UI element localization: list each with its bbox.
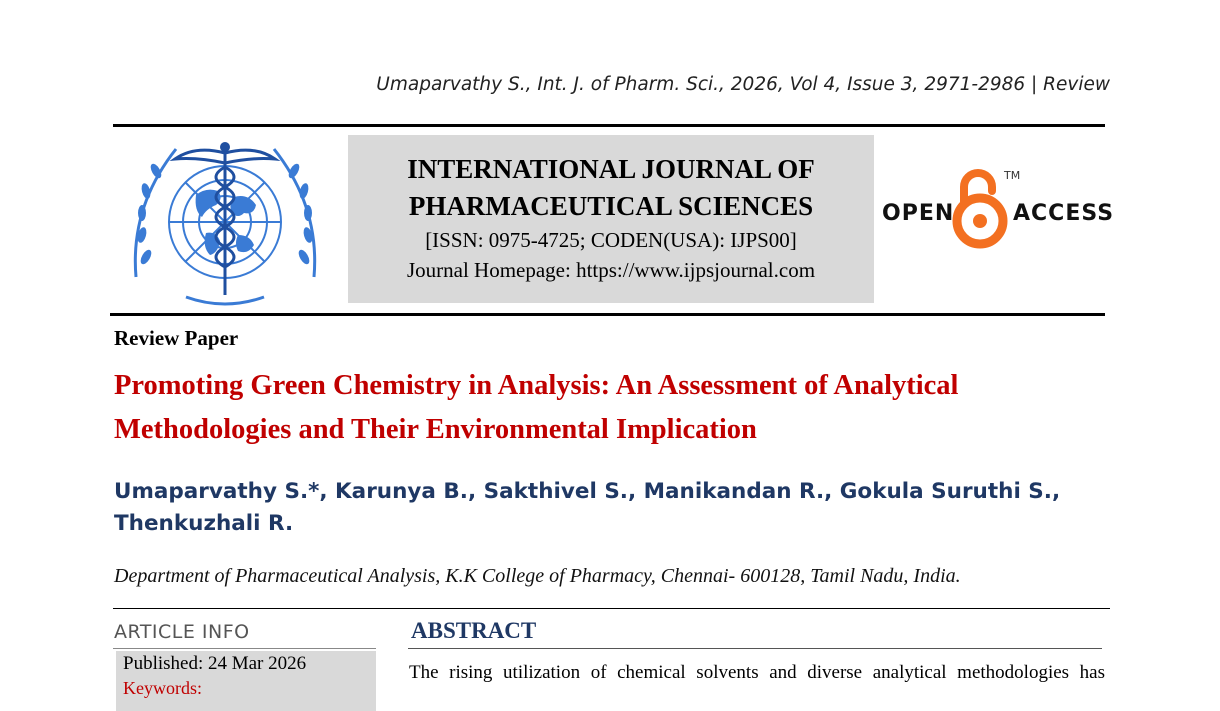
- section-divider: [113, 608, 1110, 609]
- author-list: Umaparvathy S.*, Karunya B., Sakthivel S., Manikandan R., Gokula Suruthi S., Thenkuzhali R.: [114, 479, 1061, 536]
- article-info-box: [116, 651, 376, 711]
- header-top-rule: [113, 124, 1105, 127]
- running-head: Umaparvathy S., Int. J. of Pharm. Sci., 2026, Vol 4, Issue 3, 2971-2986 | Review: [376, 74, 1110, 95]
- keywords-label: Keywords:: [123, 678, 202, 698]
- open-access-logo: [880, 165, 1115, 255]
- open-lock-icon: [950, 165, 1010, 251]
- journal-issn: [ISSN: 0975-4725; CODEN(USA): IJPS00]: [425, 228, 797, 252]
- journal-banner: [348, 135, 874, 303]
- abstract-heading: ABSTRACT: [411, 618, 537, 643]
- journal-homepage: Journal Homepage: https://www.ijpsjournal.com: [406, 258, 816, 282]
- published-date: Published: 24 Mar 2026: [123, 653, 307, 674]
- open-access-tm: TM: [1004, 169, 1021, 182]
- caduceus-globe-emblem-icon: [126, 137, 324, 307]
- affiliation: Department of Pharmaceutical Analysis, K.K College of Pharmacy, Chennai- 600128, Tamil Nadu, India.: [114, 565, 961, 587]
- open-access-open-label: OPEN: [882, 201, 955, 226]
- abstract-rule: [408, 648, 1102, 649]
- paper-type: Review Paper: [114, 326, 239, 350]
- journal-title: [348, 151, 874, 225]
- abstract-text: The rising utilization of chemical solvents and diverse analytical methodologies has: [409, 662, 1105, 683]
- article-info-rule: [113, 648, 376, 649]
- open-access-access-label: ACCESS: [1013, 201, 1115, 226]
- header-bottom-rule: [110, 313, 1105, 316]
- journal-title-line-1: INTERNATIONAL JOURNAL OF: [407, 154, 815, 184]
- paper-title: Promoting Green Chemistry in Analysis: An Assessment of Analytical Methodologies and Their Environmental Implication: [114, 370, 959, 445]
- article-info-heading: ARTICLE INFO: [114, 621, 250, 643]
- journal-title-line-2: PHARMACEUTICAL SCIENCES: [408, 191, 814, 221]
